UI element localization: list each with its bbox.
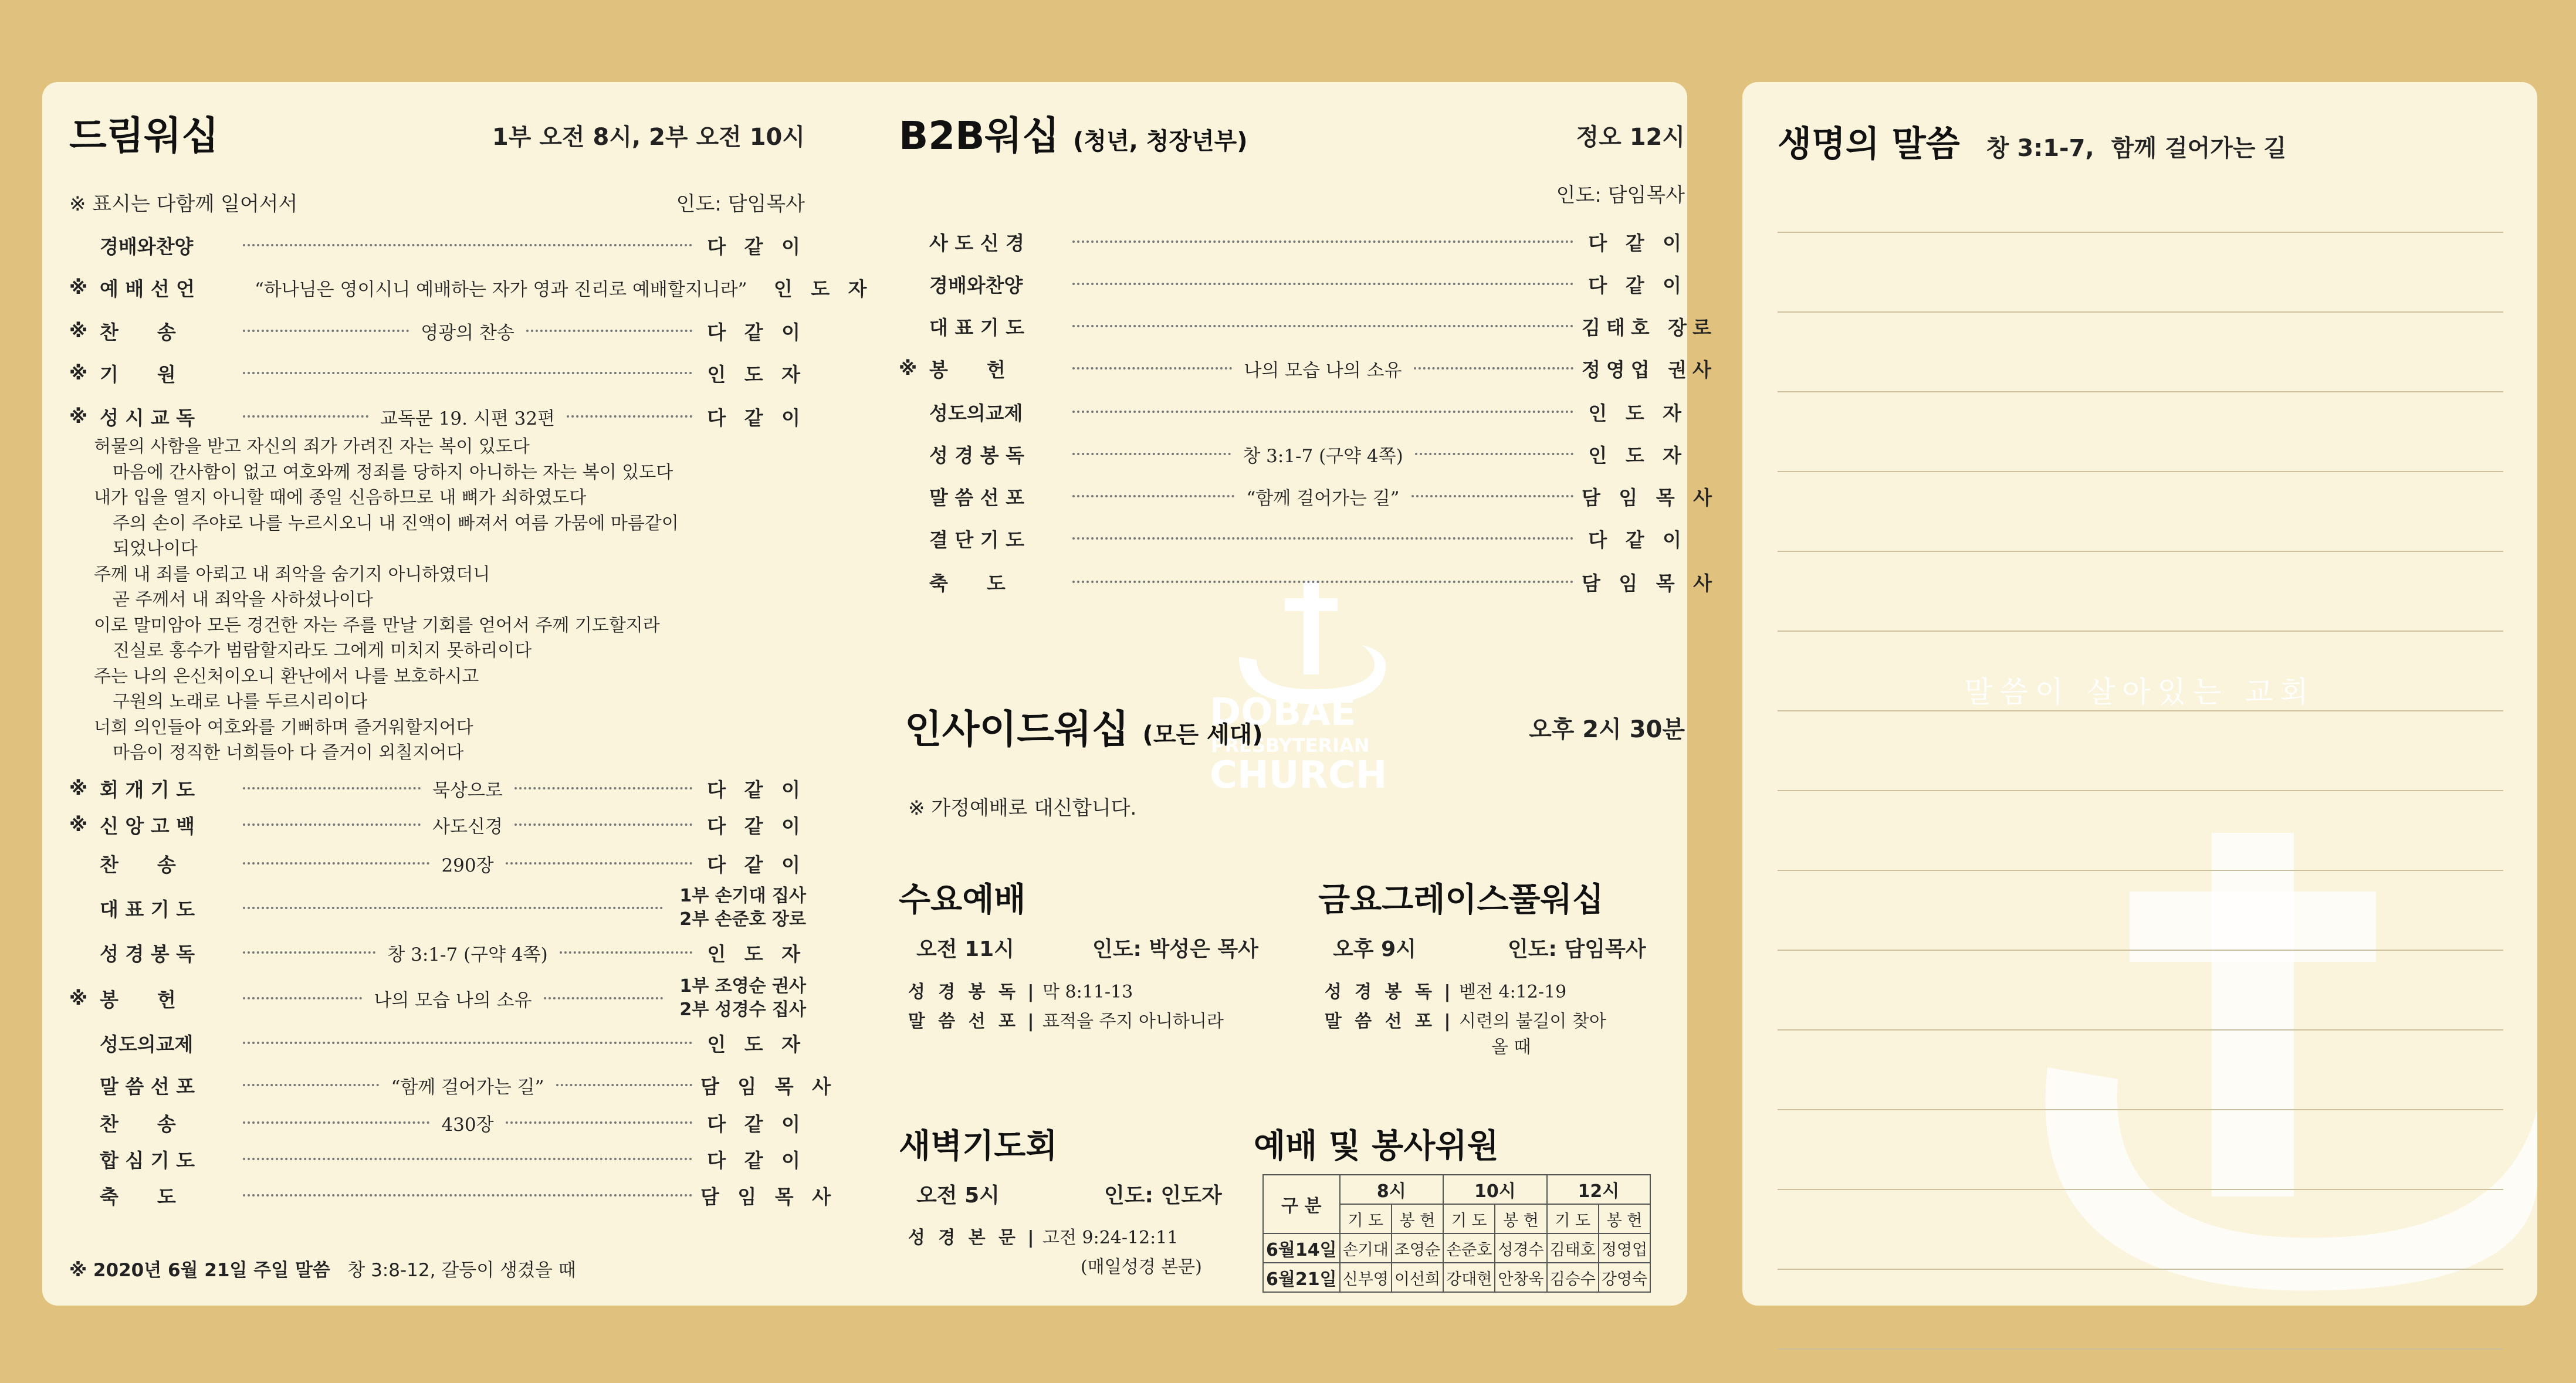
dot-leader	[1072, 411, 1573, 413]
header-10: 10시	[1443, 1175, 1547, 1204]
dot-leader	[1411, 495, 1573, 497]
inside-subtitle: (모든 세대)	[1142, 721, 1263, 748]
b2b-subtitle: (청년, 청장년부)	[1073, 128, 1248, 155]
order-detail: 나의 모습 나의 소유	[1244, 360, 1402, 381]
order-row	[69, 230, 806, 260]
dot-leader	[1072, 453, 1231, 455]
b2b-title: B2B워십	[899, 113, 1060, 158]
dot-leader	[243, 907, 663, 909]
order-detail: 영광의 찬송	[421, 322, 514, 344]
dawn-time: 오전 5시	[916, 1184, 1000, 1208]
order-row	[69, 1144, 806, 1174]
dot-leader	[544, 997, 663, 999]
order-row	[69, 272, 873, 303]
friday-reading	[1312, 977, 1566, 1003]
header-8: 8시	[1340, 1175, 1444, 1204]
table-row	[1263, 1263, 1650, 1292]
note-line	[1778, 391, 2503, 392]
order-row	[69, 1028, 806, 1058]
sub-offering: 봉 헌	[1392, 1204, 1443, 1233]
friday-sermon	[1312, 1006, 1606, 1032]
dot-leader	[243, 1158, 692, 1160]
stand-mark: ※	[69, 813, 88, 836]
order-label: 봉 헌	[929, 358, 1006, 381]
sub-offering: 봉 헌	[1495, 1204, 1546, 1233]
reading-line: 곧 주께서 내 죄악을 사하셨나이다	[113, 589, 373, 610]
responsive-reading	[94, 434, 679, 766]
order-label: 성 경 봉 독	[929, 443, 1024, 467]
friday-leader: 인도: 담임목사	[1508, 937, 1646, 961]
header-12: 12시	[1547, 1175, 1651, 1204]
order-label: 결 단 기 도	[929, 528, 1024, 551]
order-label: 신 앙 고 백	[100, 814, 195, 838]
reading-line: 주는 나의 은신처이오니 환난에서 나를 보호하시고	[94, 666, 479, 687]
reading-line: 허물의 사함을 받고 자신의 죄가 가려진 자는 복이 있도다	[94, 436, 530, 457]
order-person: 인 도 자	[707, 1032, 806, 1056]
note-line	[1778, 790, 2503, 791]
order-row	[69, 773, 806, 804]
dream-time: 1부 오전 8시, 2부 오전 10시	[492, 124, 805, 151]
reading-line: 너희 의인들아 여호와를 기뻐하며 즐거워할지어다	[94, 717, 473, 738]
order-label: 축 도	[100, 1185, 176, 1208]
note-line	[1778, 710, 2503, 711]
order-label: 찬 송	[100, 853, 176, 876]
order-label: 대 표 기 도	[100, 897, 195, 921]
dot-leader	[1072, 367, 1232, 370]
order-row	[899, 439, 1687, 469]
stand-mark: ※	[69, 987, 88, 1009]
wednesday-title: 수요예배	[899, 881, 1026, 919]
order-label: 성도의교제	[929, 401, 1023, 425]
sub-prayer: 기 도	[1340, 1204, 1392, 1233]
order-person: 인 도 자	[707, 942, 807, 965]
dawn-text-cont	[1081, 1252, 1202, 1278]
reading-line: 마음이 정직한 너희들아 다 즐거이 외칠지어다	[113, 743, 464, 763]
dot-leader	[514, 787, 692, 789]
separator: |	[1027, 1011, 1034, 1032]
order-person: 담 임 목 사	[700, 1185, 837, 1208]
note-line	[1778, 631, 2503, 632]
note-line	[1778, 1029, 2503, 1031]
table-cell: 정영업	[1599, 1233, 1650, 1263]
dot-leader	[506, 862, 692, 865]
table-cell: 성경수	[1495, 1233, 1546, 1263]
friday-sermon-value2: 올 때	[1491, 1037, 1531, 1057]
order-label: 말 씀 선 포	[100, 1074, 195, 1098]
row-date: 6월14일	[1263, 1233, 1340, 1263]
dot-leader	[1072, 581, 1573, 583]
dot-leader	[243, 862, 429, 865]
wednesday-leader: 인도: 박성은 목사	[1092, 937, 1258, 961]
order-detail: 창 3:1-7 (구약 4쪽)	[387, 944, 548, 965]
order-label: 대 표 기 도	[929, 316, 1024, 339]
stand-mark: ※	[899, 357, 918, 379]
stand-mark: ※	[69, 276, 88, 299]
inside-title-block	[905, 698, 1263, 754]
dot-leader	[1072, 495, 1234, 497]
note-line	[1778, 311, 2503, 313]
table-cell: 강대현	[1443, 1263, 1495, 1292]
order-row	[69, 1070, 837, 1100]
order-row	[69, 358, 806, 388]
order-person: 다 같 이	[707, 778, 807, 801]
reading-line: 이로 말미암아 모든 경건한 자는 주를 만날 기회를 얻어서 주께 기도할지라	[94, 615, 660, 636]
reading-line: 주께 내 죄를 아뢰고 내 죄악을 숨기지 아니하였더니	[94, 564, 490, 585]
stand-mark: ※	[69, 320, 88, 342]
reading-line: 주의 손이 주야로 나를 누르시오니 내 진액이 빠져서 여름 가뭄에 마름같이	[113, 513, 679, 534]
watermark-line3: CHURCH	[1210, 754, 1387, 797]
b2b-title-block	[899, 104, 1248, 160]
order-row	[899, 226, 1687, 257]
order-person: 1부 손기대 집사 2부 손준호 장로	[679, 886, 806, 930]
dot-leader	[514, 823, 692, 826]
table-cell: 손기대	[1340, 1233, 1392, 1263]
note-line	[1778, 551, 2503, 552]
friday-sermon-label: 말 씀 선 포	[1324, 1011, 1436, 1032]
note-line	[1778, 950, 2503, 951]
order-row	[899, 353, 1717, 384]
order-person: 인 도 자	[707, 362, 806, 386]
order-person: 다 같 이	[1588, 231, 1687, 255]
order-person: 1부 조영순 권사 2부 성경수 집사	[679, 976, 807, 1020]
stand-mark: ※	[69, 777, 88, 799]
friday-sermon-cont	[1491, 1032, 1531, 1058]
order-detail: “함께 걸어가는 길”	[1246, 487, 1400, 509]
dot-leader	[243, 823, 421, 826]
order-label: 경배와찬양	[100, 235, 194, 258]
friday-sermon-value: 시련의 불길이 찾아	[1459, 1011, 1606, 1032]
order-label: 찬 송	[100, 320, 176, 344]
order-row	[69, 1180, 837, 1211]
note-line	[1778, 1348, 2503, 1350]
order-person: 인 도 자	[1588, 401, 1687, 425]
table-cell: 강영숙	[1599, 1263, 1650, 1292]
reading-line: 내가 입을 열지 아니할 때에 종일 신음하므로 내 뼈가 쇠하였도다	[94, 487, 587, 508]
order-person: 다 같 이	[707, 814, 807, 838]
note-line	[1778, 1109, 2503, 1110]
life-title: 생명의 말씀	[1778, 124, 1960, 165]
note-line	[1778, 232, 2503, 233]
order-person: 다 같 이	[707, 1112, 806, 1135]
dawn-text-value2: (매일성경 본문)	[1081, 1257, 1202, 1277]
friday-time: 오후 9시	[1333, 937, 1416, 961]
dot-leader	[1415, 453, 1573, 455]
order-row	[69, 1107, 806, 1138]
order-label: 경배와찬양	[929, 273, 1023, 297]
dawn-text	[896, 1223, 1178, 1249]
order-label: 사 도 신 경	[929, 231, 1024, 255]
friday-reading-label: 성 경 봉 독	[1324, 982, 1436, 1002]
order-person: 담 임 목 사	[1582, 486, 1718, 509]
order-row	[69, 886, 806, 930]
table-row	[1263, 1233, 1650, 1263]
committee-title: 예배 및 봉사위원	[1254, 1127, 1499, 1165]
b2b-leader: 인도: 담임목사	[1556, 184, 1685, 207]
order-label: 합 심 기 도	[100, 1148, 195, 1172]
dot-leader	[1414, 367, 1573, 370]
stand-mark: ※	[69, 405, 88, 428]
b2b-time: 정오 12시	[1576, 124, 1685, 151]
table-cell: 김승수	[1547, 1263, 1599, 1292]
order-row	[69, 976, 807, 1020]
watermark-line1: DOBAE	[1210, 691, 1356, 734]
sub-offering: 봉 헌	[1599, 1204, 1650, 1233]
order-person: 다 같 이	[707, 1148, 806, 1172]
sub-prayer: 기 도	[1547, 1204, 1599, 1233]
next-sunday-text: 창 3:8-12, 갈등이 생겼을 때	[347, 1260, 576, 1281]
note-line	[1778, 1269, 2503, 1270]
dream-leader: 인도: 담임목사	[676, 192, 805, 216]
dot-leader	[243, 787, 421, 789]
order-person: 정영업 권사	[1582, 358, 1717, 381]
order-person: 담 임 목 사	[700, 1074, 837, 1098]
order-detail: “함께 걸어가는 길”	[391, 1076, 544, 1098]
separator: |	[1027, 982, 1034, 1002]
inside-title: 인사이드워십	[905, 707, 1129, 752]
next-sunday-sermon	[69, 1255, 576, 1282]
wednesday-time: 오전 11시	[916, 937, 1014, 961]
order-label: 성 시 교 독	[100, 406, 195, 429]
order-person: 인 도 자	[1588, 443, 1688, 467]
order-row	[899, 523, 1687, 554]
committee-table	[1262, 1174, 1651, 1293]
dot-leader	[243, 951, 375, 954]
order-label: 회 개 기 도	[100, 778, 195, 801]
order-label: 성도의교제	[100, 1032, 194, 1056]
order-row	[69, 316, 806, 346]
table-cell: 김태호	[1547, 1233, 1599, 1263]
order-label: 말 씀 선 포	[929, 486, 1024, 509]
order-detail: 430장	[441, 1114, 494, 1135]
order-detail: “하나님은 영이시니 예배하는 자가 영과 진리로 예배할지니라”	[255, 279, 747, 300]
order-label: 축 도	[929, 571, 1006, 595]
order-detail: 290장	[441, 855, 494, 876]
sermon-notes-panel	[1742, 82, 2537, 1306]
order-row	[899, 311, 1717, 341]
order-person: 다 같 이	[707, 406, 807, 429]
order-person: 김태호 장로	[1582, 316, 1717, 339]
stand-mark: ※	[69, 362, 88, 384]
dot-leader	[556, 1084, 692, 1086]
dot-leader	[243, 330, 409, 332]
dot-leader	[1072, 325, 1573, 327]
wednesday-reading-value: 막 8:11-13	[1042, 982, 1133, 1002]
friday-reading-value: 벧전 4:12-19	[1459, 982, 1567, 1002]
life-verse: 창 3:1-7,	[1986, 135, 2094, 162]
dot-leader	[243, 1121, 429, 1124]
table-cell: 손준호	[1443, 1233, 1495, 1263]
order-detail: 사도신경	[432, 816, 503, 838]
order-person: 다 같 이	[707, 235, 806, 258]
order-label: 기 원	[100, 362, 176, 386]
order-row	[899, 396, 1687, 427]
dream-title: 드림워십	[69, 113, 219, 158]
order-label: 성 경 봉 독	[100, 942, 195, 965]
dot-leader	[1072, 240, 1573, 243]
motto-watermark: 말씀이 살아있는 교회	[1964, 675, 2316, 709]
table-cell: 이선희	[1392, 1263, 1443, 1292]
dream-notice: ※ 표시는 다함께 일어서서	[69, 192, 298, 216]
order-label: 봉 헌	[100, 988, 176, 1011]
life-sermon: 함께 걸어가는 길	[2111, 135, 2287, 162]
separator: |	[1444, 982, 1451, 1002]
inside-note: ※ 가정예배로 대신합니다.	[908, 796, 1137, 820]
dot-leader	[243, 1084, 379, 1086]
dot-leader	[560, 951, 692, 954]
order-person: 인 도 자	[773, 277, 873, 300]
dawn-text-label: 성 경 본 문	[908, 1228, 1019, 1248]
dawn-text-value: 고전 9:24-12:11	[1042, 1228, 1179, 1248]
bulletin-left-panel	[42, 82, 1718, 1306]
reading-line: 진실로 홍수가 범람할지라도 그에게 미치지 못하리이다	[113, 640, 532, 661]
watermark-line2: PRESBYTERIAN	[1211, 734, 1370, 757]
dot-leader	[243, 997, 362, 999]
table-cell: 신부영	[1340, 1263, 1392, 1292]
order-row	[899, 269, 1687, 299]
table-cell: 조영순	[1392, 1233, 1443, 1263]
order-row	[899, 481, 1718, 511]
dot-leader	[1072, 283, 1573, 285]
wednesday-reading-label: 성 경 봉 독	[908, 982, 1019, 1002]
order-person: 다 같 이	[1588, 528, 1687, 551]
dot-leader	[243, 415, 368, 418]
order-row	[69, 848, 806, 879]
life-header	[1778, 116, 2286, 167]
header-gubun: 구 분	[1263, 1175, 1340, 1233]
order-row	[69, 809, 806, 840]
dot-leader	[1072, 537, 1573, 540]
dot-leader	[243, 1042, 692, 1044]
friday-title: 금요그레이스풀워십	[1318, 881, 1604, 919]
dot-leader	[243, 372, 692, 374]
sub-prayer: 기 도	[1443, 1204, 1495, 1233]
dot-leader	[506, 1121, 692, 1124]
row-date: 6월21일	[1263, 1263, 1340, 1292]
order-detail: 나의 모습 나의 소유	[374, 989, 532, 1011]
order-row	[69, 937, 806, 968]
wednesday-sermon-label: 말 씀 선 포	[908, 1011, 1019, 1032]
dot-leader	[243, 244, 692, 246]
order-detail: 창 3:1-7 (구약 4쪽)	[1243, 445, 1403, 467]
dot-leader	[243, 1194, 692, 1196]
order-label: 찬 송	[100, 1112, 176, 1135]
church-logo-watermark	[2036, 833, 2537, 1306]
wednesday-sermon-value: 표적을 주지 아니하니라	[1042, 1011, 1224, 1032]
order-detail: 교독문 19. 시편 32편	[380, 408, 555, 429]
order-person: 다 같 이	[707, 320, 806, 344]
order-person: 다 같 이	[707, 853, 806, 876]
dot-leader	[567, 415, 692, 418]
dawn-leader: 인도: 인도자	[1104, 1184, 1222, 1208]
order-detail: 묵상으로	[432, 779, 503, 801]
order-row	[899, 567, 1718, 597]
reading-line: 마음에 간사함이 없고 여호와께 정죄를 당하지 아니하는 자는 복이 있도다	[113, 462, 673, 483]
note-line	[1778, 870, 2503, 871]
separator: |	[1444, 1011, 1451, 1032]
reading-line: 구원의 노래로 나를 두르시리이다	[113, 692, 368, 712]
note-line	[1778, 1189, 2503, 1190]
inside-time: 오후 2시 30분	[1529, 716, 1685, 743]
reading-line: 되었나이다	[113, 538, 198, 559]
dawn-title: 새벽기도회	[899, 1127, 1058, 1165]
next-sunday-label: ※ 2020년 6월 21일 주일 말씀	[69, 1260, 330, 1281]
wednesday-sermon	[896, 1006, 1224, 1032]
wednesday-reading	[896, 977, 1133, 1003]
order-row	[69, 401, 806, 432]
order-label: 예 배 선 언	[100, 277, 195, 300]
order-person: 다 같 이	[1588, 273, 1687, 297]
dot-leader	[526, 330, 692, 332]
note-line	[1778, 471, 2503, 472]
table-cell: 안창욱	[1495, 1263, 1546, 1292]
order-person: 담 임 목 사	[1582, 571, 1718, 595]
separator: |	[1027, 1228, 1034, 1248]
